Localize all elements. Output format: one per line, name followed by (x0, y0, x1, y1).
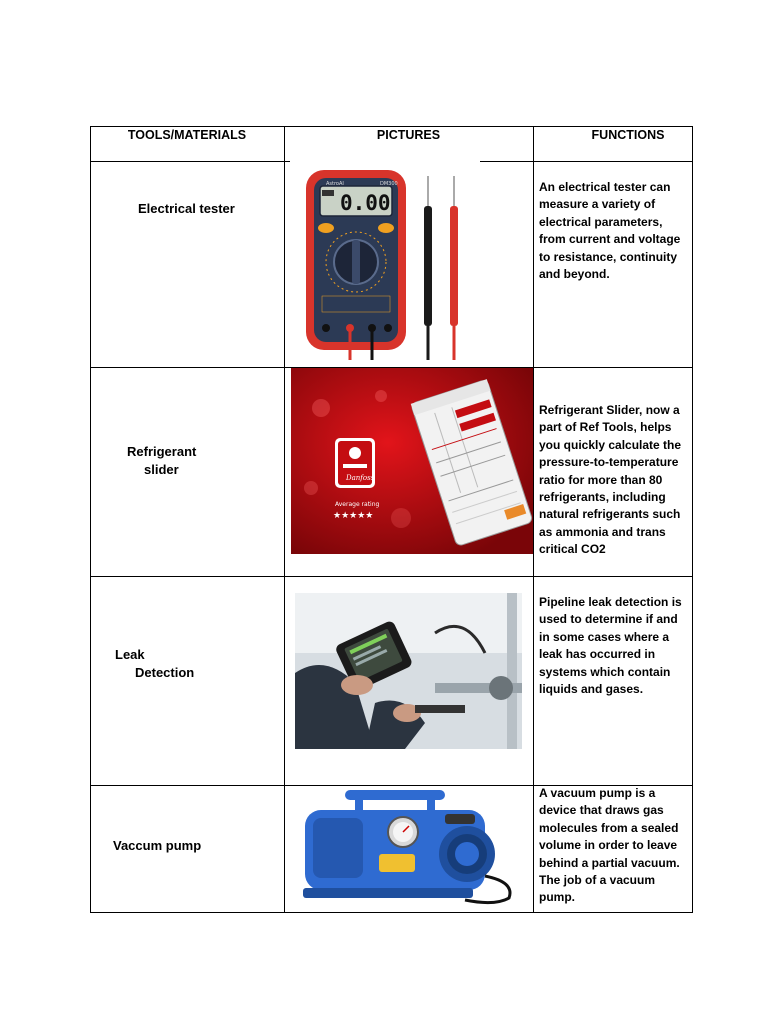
function-vacuum-pump: A vacuum pump is a device that draws gas molecules from a sealed volume in order to leave behind a partial vacuum. The job of a vacuum pump. (539, 786, 680, 905)
table-border-left (90, 126, 91, 913)
svg-text:Danfoss: Danfoss (346, 474, 375, 482)
meter-display: 0.00 (340, 191, 391, 215)
table-border-bottom (90, 912, 693, 913)
leak-detector-icon (295, 593, 522, 749)
header-divider-left (90, 161, 284, 162)
function-electrical-tester: An electrical tester can measure a variety of electrical parameters, from current and voltage to resistance, continuity and beyond. (539, 180, 681, 282)
meter-brand: AstroAI (326, 181, 344, 187)
tool-name-vacuum-pump: Vaccum pump (113, 838, 202, 853)
meter-model: DM300 (380, 181, 398, 187)
leak-detection-picture (295, 593, 522, 749)
function-leak-detection: Pipeline leak detection is used to determine if and in some cases where a leak has occurred in systems which contain liquids and gases. (539, 595, 682, 697)
header-functions: FUNCTIONS (591, 128, 665, 142)
tool-name-refrigerant-line1: Refrigerant (127, 444, 197, 459)
multimeter-icon (300, 166, 486, 361)
tool-name-electrical-tester: Electrical tester (138, 201, 235, 216)
tool-name-refrigerant-line2: slider (144, 462, 179, 477)
app-rating-stars: ★★★★★ (333, 511, 374, 521)
header-pictures: PICTURES (376, 128, 441, 142)
multimeter-picture (300, 166, 486, 361)
table-border-top (90, 126, 693, 127)
vacuum-pump-picture (295, 788, 525, 910)
tool-name-leak-line1: Leak (115, 647, 145, 662)
tool-name-leak-line2: Detection (135, 665, 195, 680)
column-divider-1 (284, 126, 285, 913)
function-refrigerant-slider: Refrigerant Slider, now a part of Ref Tools, helps you quickly calculate the pressure-to-temperature ratio for more than 80 refrigerants, including natural refrigerants such as ammonia and trans critical CO2 (539, 403, 682, 557)
column-divider-2 (533, 126, 534, 913)
header-tools: TOOLS/MATERIALS (127, 128, 247, 142)
app-rating-label: Average rating (335, 501, 380, 508)
tools-table (90, 126, 693, 913)
refrigerant-app-picture (291, 368, 533, 554)
table-border-right (692, 126, 693, 913)
header-divider-right (480, 161, 693, 162)
row-divider-2 (90, 576, 693, 577)
vacuum-pump-icon (295, 788, 525, 910)
refrigerant-app-icon (291, 368, 533, 554)
